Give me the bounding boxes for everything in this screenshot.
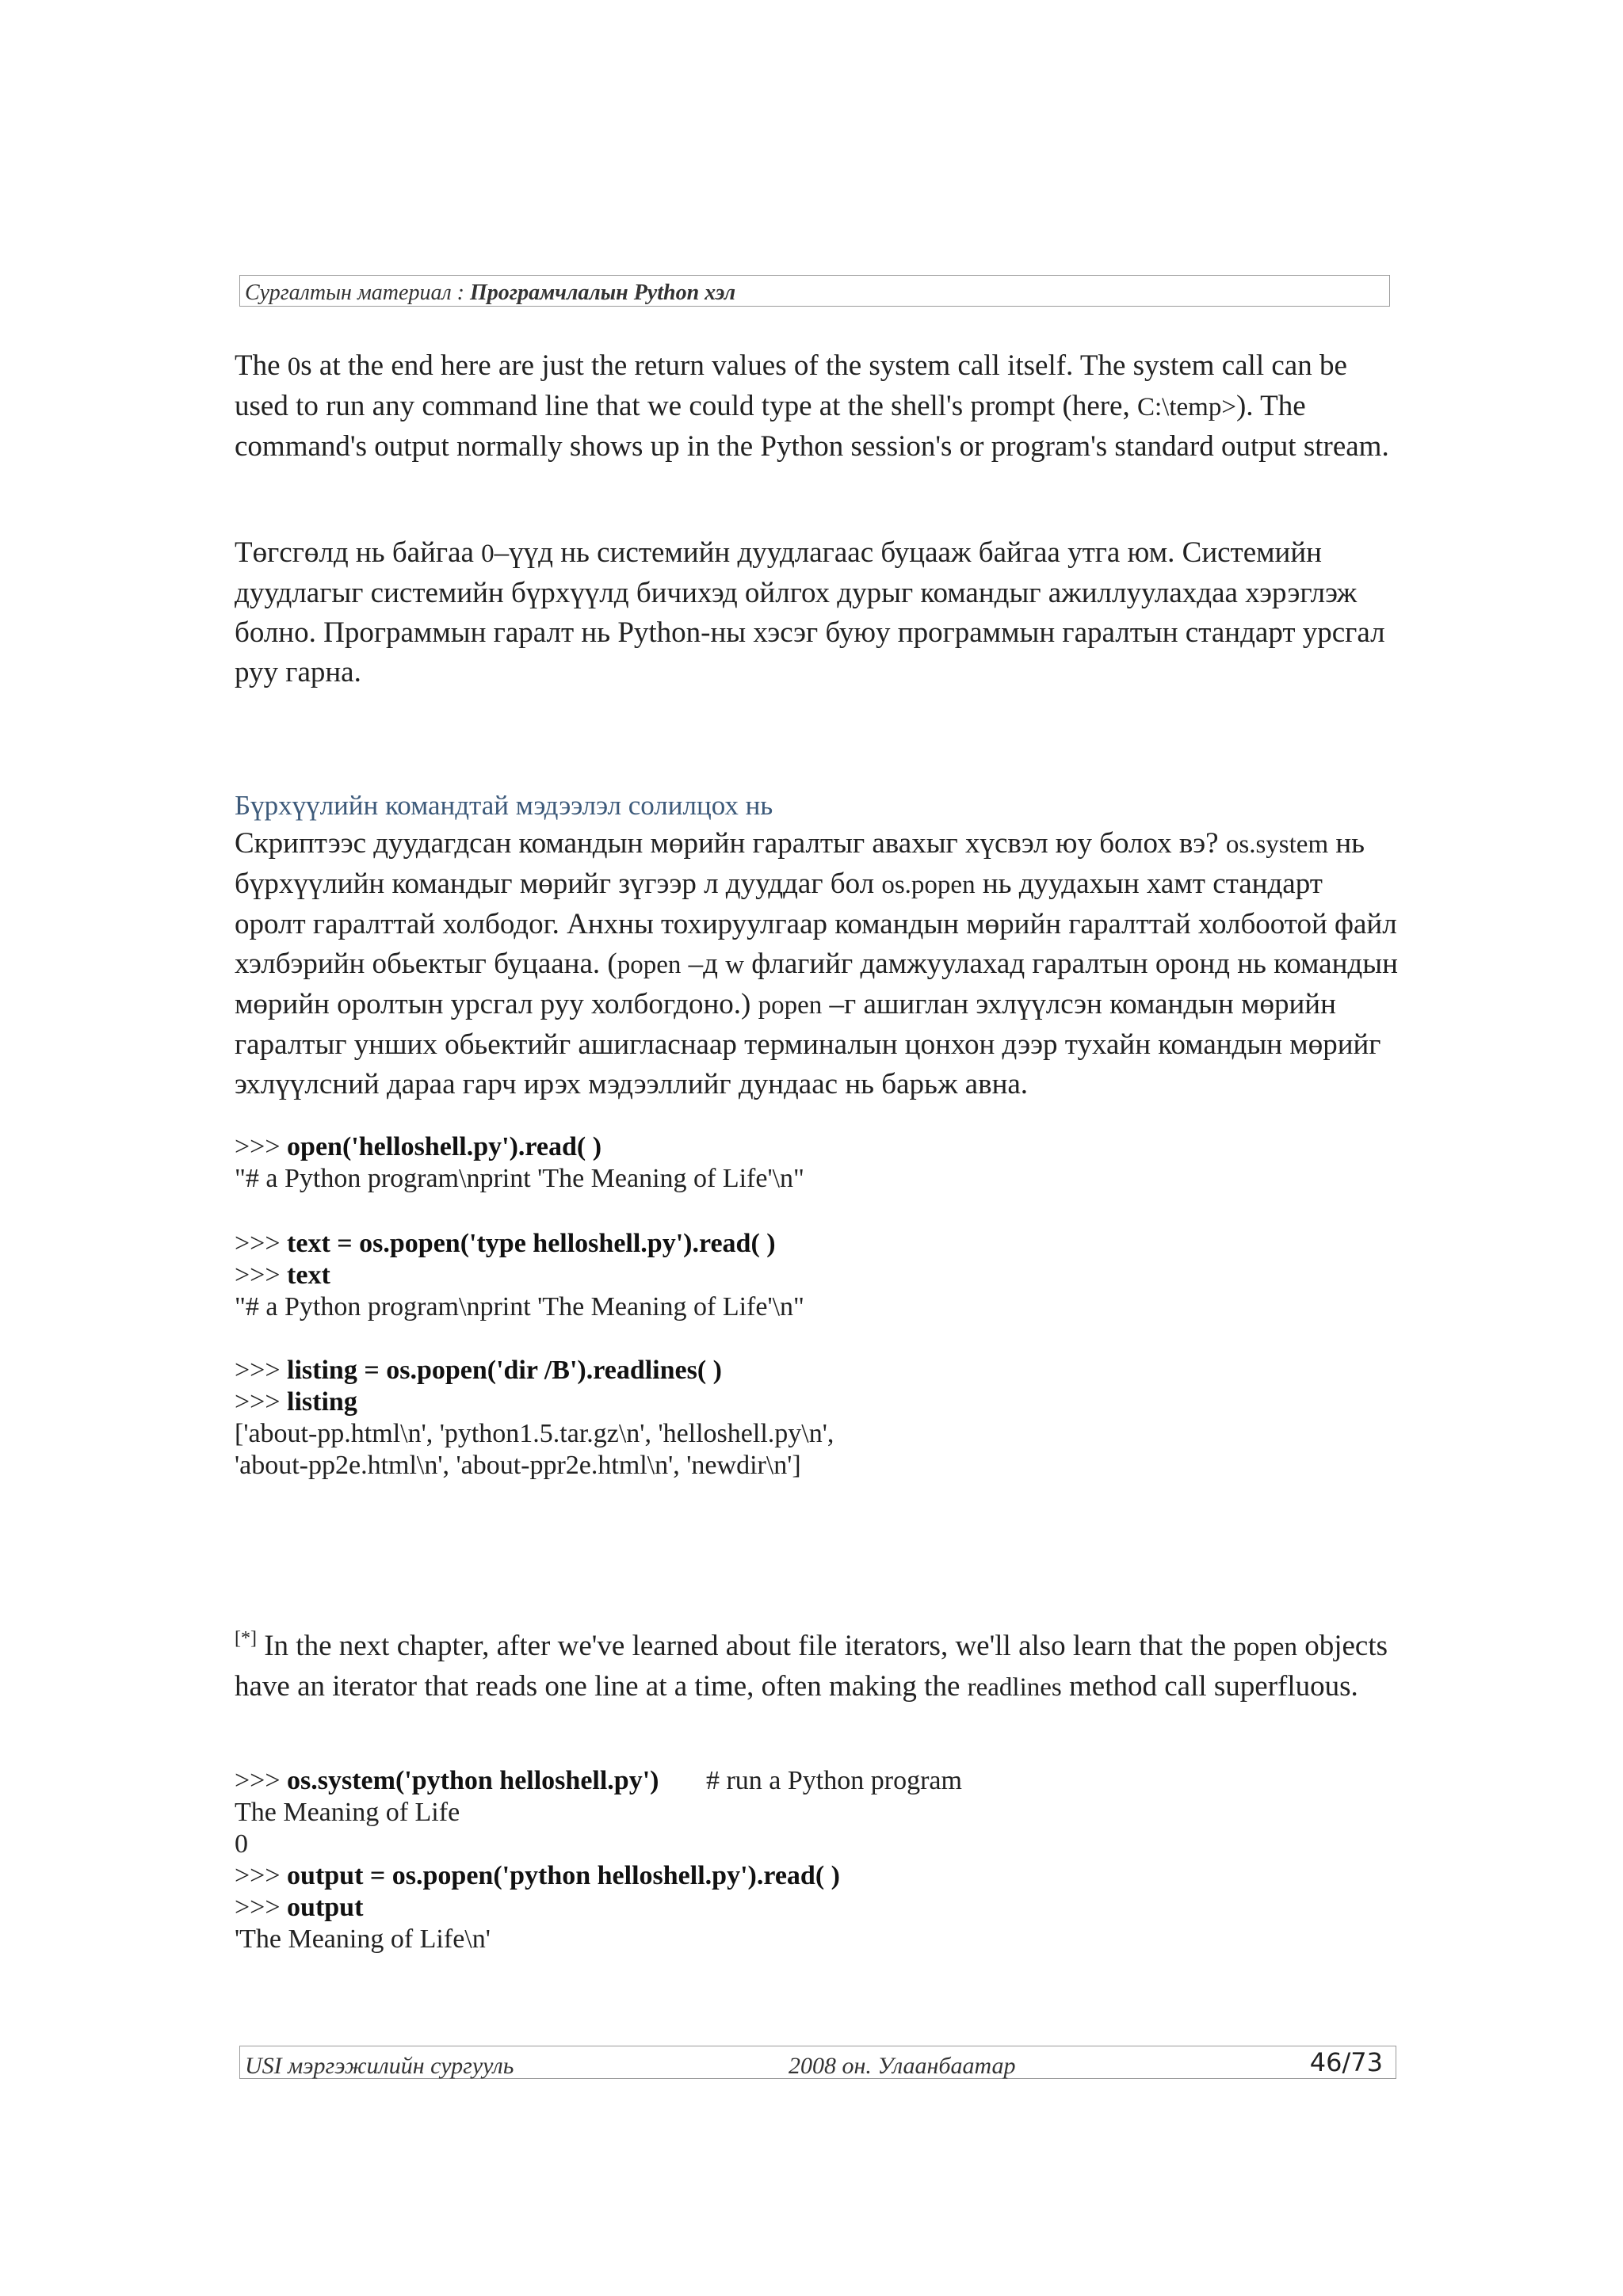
- code-line: >>> text = os.popen('type helloshell.py').read( ): [235, 1229, 776, 1258]
- code-line: >>> output: [235, 1893, 364, 1922]
- code-line: 'about-pp2e.html\n', 'about-ppr2e.html\n', 'newdir\n']: [235, 1451, 801, 1480]
- footer-year-city: 2008 он. Улаанбаатар: [789, 2053, 1016, 2079]
- text: ). The command's output normally shows up in the Python session's or program's standard output stream.: [235, 390, 1389, 463]
- footer-school: USI мэргэжилийн сургууль: [245, 2053, 514, 2079]
- text: нь дуудахын хамт стандарт оролт гаралттай холбодог. Анхны тохируулгаар командын мөрийн гаралттай холбоотой файл хэлбэрийн обьектыг буцаана. (: [235, 868, 1397, 980]
- text: Төгсгөлд нь байгаа: [235, 536, 482, 569]
- header-text: [245, 280, 735, 306]
- text: method call superfluous.: [1061, 1670, 1358, 1703]
- inline-code: os.system: [1225, 830, 1329, 859]
- code-block-popen-type: [235, 1228, 1400, 1323]
- inline-code: os.popen: [881, 871, 976, 899]
- code-line: 0: [235, 1829, 248, 1859]
- paragraph-system-return-mn: [235, 533, 1400, 692]
- text: s at the end here are just the return values of the system call itself. The system call can be used to run any command line that we could type at the shell's prompt (here,: [235, 349, 1347, 422]
- code-block-system-vs-popen: [235, 1765, 1400, 1955]
- code-line: >>> listing = os.popen('dir /B').readlines( ): [235, 1356, 722, 1385]
- code-line: "# a Python program\nprint 'The Meaning of Life'\n": [235, 1164, 804, 1193]
- text: –д: [681, 948, 726, 980]
- text: In the next chapter, after we've learned about file iterators, we'll also learn that the: [256, 1630, 1234, 1662]
- page-number: 46/73: [1309, 2047, 1383, 2077]
- page-footer: [239, 2046, 1396, 2079]
- inline-code: 0: [287, 353, 301, 381]
- inline-code: popen: [758, 991, 823, 1020]
- code-line: >>> os.system('python helloshell.py') # run a Python program: [235, 1766, 962, 1795]
- inline-code: popen: [617, 951, 682, 979]
- text: флагийг дамжуулахад гаралтын оронд нь командын мөрийн оролтын урсгал руу холбогдоно.): [235, 948, 1398, 1020]
- footnote: [235, 1619, 1400, 1707]
- text: –үүд нь системийн дуудлагаас буцааж байгаа утга юм. Системийн дуудлагыг системийн бүрхүүлд бичихэд ойлгох дурыг командыг ажиллуулахдаа хэрэглэж болно. Программын гаралт нь Python-ны хэсэг буюу программын гаралтын стандарт урсгал руу гарна.: [235, 536, 1385, 688]
- code-line: >>> listing: [235, 1387, 357, 1417]
- code-line: >>> open('helloshell.py').read( ): [235, 1132, 602, 1161]
- inline-code: C:\temp>: [1136, 393, 1236, 421]
- section-heading: Бүрхүүлийн командтай мэдээлэл солилцох нь: [235, 790, 773, 821]
- code-block-read: [235, 1131, 1400, 1195]
- text: objects have an iterator that reads one line at a time, often making the: [235, 1630, 1388, 1703]
- code-block-popen-dir: [235, 1355, 1400, 1482]
- header-prefix: Сургалтын материал :: [245, 280, 470, 305]
- inline-code: readlines: [967, 1673, 1062, 1702]
- code-line: The Meaning of Life: [235, 1798, 460, 1827]
- text: The: [235, 349, 288, 382]
- code-line: >>> text: [235, 1261, 330, 1290]
- code-line: 'The Meaning of Life\n': [235, 1924, 491, 1954]
- header-title: Програмчлалын Python хэл: [470, 280, 736, 305]
- paragraph-popen: [235, 824, 1400, 1104]
- paragraph-system-return: [235, 346, 1400, 467]
- text: нь бүрхүүлийн командыг мөрийг зүгээр л дууддаг бол: [235, 827, 1365, 900]
- code-line: ['about-pp.html\n', 'python1.5.tar.gz\n', 'helloshell.py\n',: [235, 1419, 834, 1448]
- text: –г ашиглан эхлүүлсэн командын мөрийн гаралтыг унших обьектийг ашигласнаар терминалын цонхон дээр тухайн командын мөрийг эхлүүлсний дараа гарч ирэх мэдээллийг дундаас нь барьж авна.: [235, 988, 1381, 1100]
- inline-code: w: [725, 951, 745, 979]
- code-line: >>> output = os.popen('python helloshell.py').read( ): [235, 1861, 840, 1890]
- inline-code: popen: [1233, 1633, 1297, 1661]
- code-line: "# a Python program\nprint 'The Meaning of Life'\n": [235, 1292, 804, 1322]
- page-header: [239, 275, 1390, 307]
- text: Скриптээс дуудагдсан командын мөрийн гаралтыг авахыг хүсвэл юу болох вэ?: [235, 827, 1226, 860]
- footnote-mark: [*]: [235, 1628, 257, 1649]
- inline-code: 0: [481, 540, 495, 568]
